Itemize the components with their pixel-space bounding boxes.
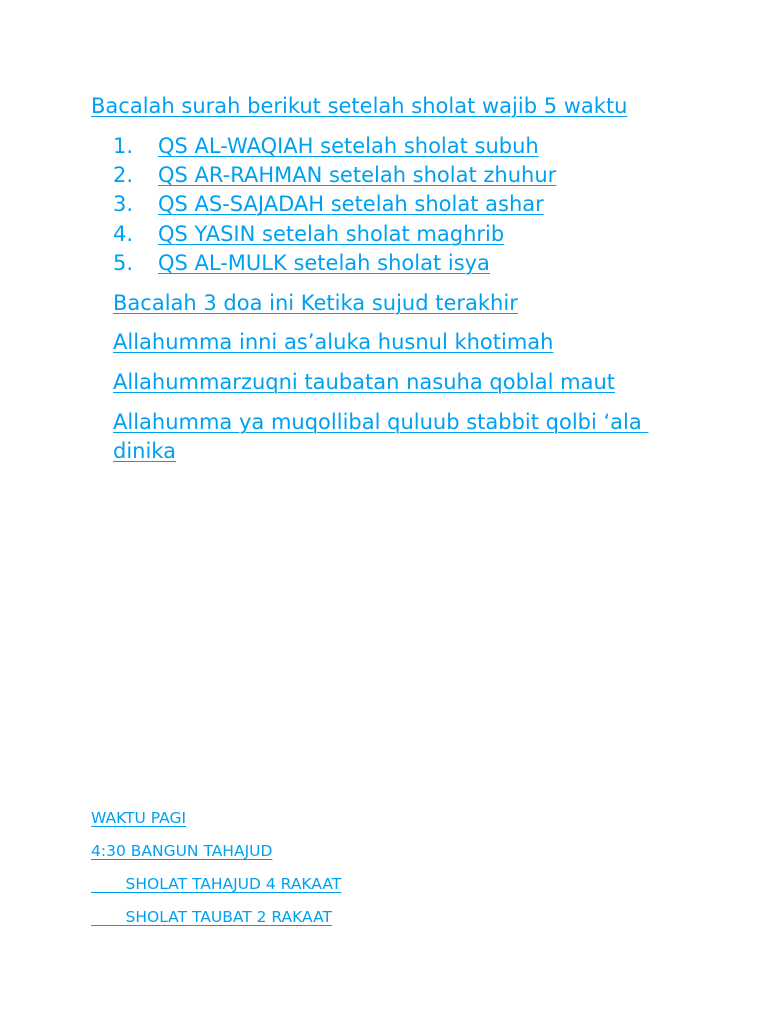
schedule-sub-item xyxy=(91,874,341,894)
list-item xyxy=(113,191,556,220)
schedule-sub-link-taubat[interactable] xyxy=(91,908,332,926)
surah-link-al-mulk[interactable]: QS AL-MULK setelah sholat isya xyxy=(158,250,490,275)
surah-list xyxy=(113,133,556,279)
schedule-time-item xyxy=(91,841,272,861)
list-number: 3. xyxy=(113,192,134,217)
schedule-title-link[interactable]: WAKTU PAGI xyxy=(91,809,187,827)
list-number: 2. xyxy=(113,163,134,188)
schedule-sub-text: SHOLAT TAUBAT 2 RAKAAT xyxy=(125,908,332,926)
doa-item xyxy=(113,368,615,397)
list-number: 5. xyxy=(113,250,134,275)
list-number: 1. xyxy=(113,134,134,158)
schedule-sub-link-tahajud[interactable] xyxy=(91,875,341,893)
heading xyxy=(91,93,627,119)
schedule-sub-item xyxy=(91,907,332,927)
list-item xyxy=(113,221,556,250)
schedule-time-link[interactable]: 4:30 BANGUN TAHAJUD xyxy=(91,842,273,860)
schedule-sub-text: SHOLAT TAHAJUD 4 RAKAAT xyxy=(125,875,342,893)
doa-title-link[interactable]: Bacalah 3 doa ini Ketika sujud terakhir xyxy=(113,291,518,315)
list-number: 4. xyxy=(113,221,134,246)
list-item xyxy=(113,162,556,191)
schedule-title xyxy=(91,808,186,828)
doa-item xyxy=(113,408,673,466)
list-item xyxy=(113,250,556,279)
surah-link-al-waqiah[interactable]: QS AL-WAQIAH setelah sholat subuh xyxy=(158,134,539,158)
heading-link[interactable]: Bacalah surah berikut setelah sholat wajib 5 waktu xyxy=(91,94,628,118)
doa-link-muqollibal-quluub[interactable]: Allahumma ya muqollibal quluub stabbit qolbi ‘ala dinika xyxy=(113,410,649,463)
surah-link-ar-rahman[interactable]: QS AR-RAHMAN setelah sholat zhuhur xyxy=(158,163,557,188)
doa-title xyxy=(113,289,518,318)
doa-link-taubatan-nasuha[interactable]: Allahummarzuqni taubatan nasuha qoblal maut xyxy=(113,370,615,394)
doa-item xyxy=(113,328,554,357)
doa-link-husnul-khotimah[interactable]: Allahumma inni as’aluka husnul khotimah xyxy=(113,330,554,354)
surah-link-as-sajadah[interactable]: QS AS-SAJADAH setelah sholat ashar xyxy=(158,192,544,217)
list-item xyxy=(113,133,556,162)
surah-link-yasin[interactable]: QS YASIN setelah sholat maghrib xyxy=(158,221,505,246)
